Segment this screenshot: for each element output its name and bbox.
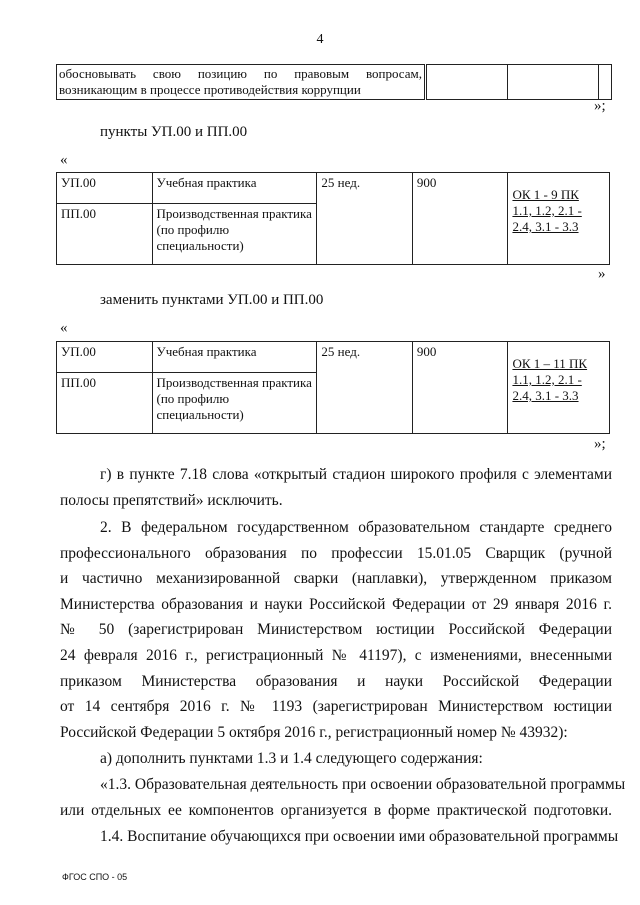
hours-cell: 900 (412, 173, 508, 265)
section2-open-quote: « (60, 320, 68, 336)
section2-close-quote: »; (594, 436, 606, 452)
competency-pk-2: 2.4, 3.1 - 3.3 (512, 388, 579, 403)
paragraph-line: г) в пункте 7.18 слова «открытый стадион широкого профиля с элементами (100, 466, 612, 483)
paragraph-1-3 (60, 772, 626, 823)
paragraph-line: 1.4. Воспитание обучающихся при освоении ими образовательной программы (100, 828, 619, 845)
fragment-line-1 (59, 66, 422, 82)
fragment-close-quote: »; (594, 98, 606, 114)
competencies-cell (508, 342, 610, 434)
fragment-cell (57, 65, 426, 100)
row-code: ПП.00 (57, 373, 153, 434)
hours-cell: 900 (412, 342, 508, 434)
duration-cell: 25 нед. (317, 342, 413, 434)
section1-open-quote: « (60, 152, 68, 168)
empty-cell (507, 65, 599, 100)
fragment-word: свою (152, 66, 181, 81)
row-name: Учебная практика (152, 173, 317, 204)
fragment-table (56, 64, 612, 100)
paragraph-line: Министерства образования и науки Российской Федерации от 29 января 2016 г. (60, 595, 612, 613)
fragment-word: позицию (197, 66, 247, 81)
footer-label: ФГОС СПО - 05 (62, 872, 128, 882)
section2-heading: заменить пунктами УП.00 и ПП.00 (100, 292, 324, 308)
row-name: Учебная практика (152, 342, 317, 373)
paragraph-line: профессионального образования по профессии 15.01.05 Сварщик (ручной (60, 544, 612, 562)
fragment-word: вопросам, (365, 66, 422, 81)
paragraph-line: и частично механизированной сварки (наплавки), утвержденном приказом (60, 570, 612, 588)
section1-table (56, 172, 610, 265)
section2-table (56, 341, 610, 434)
paragraph-line: 24 февраля 2016 г., регистрационный № 41197), с изменениями, внесенными (60, 646, 612, 664)
fragment-word: обосновывать (59, 66, 137, 81)
fragment-word: по (263, 66, 278, 81)
competency-ok: ОК 1 – 11 ПК (512, 356, 588, 371)
paragraph-line: полосы препятствий» исключить. (60, 491, 283, 509)
paragraph-line: а) дополнить пунктами 1.3 и 1.4 следующего содержания: (100, 750, 483, 767)
paragraph-line: «1.3. Образовательная деятельность при освоении образовательной программы (100, 776, 626, 793)
paragraph-line: или отдельных ее компонентов организуется в форме практической подготовки. (60, 801, 612, 819)
paragraph-line: № 50 (зарегистрирован Министерством юстиции Российской Федерации (60, 621, 612, 639)
row-code: УП.00 (57, 342, 153, 373)
paragraph-line: 2. В федеральном государственном образовательном стандарте среднего (100, 519, 612, 536)
paragraph-a (60, 746, 612, 772)
row-name: Производственная практика (по профилю специальности) (152, 204, 317, 265)
row-name: Производственная практика (по профилю специальности) (152, 373, 317, 434)
section1-heading: пункты УП.00 и ПП.00 (100, 124, 248, 140)
competencies-cell (508, 173, 610, 265)
empty-cell (426, 65, 508, 100)
competency-ok: ОК 1 - 9 ПК (512, 187, 579, 202)
competency-pk-2: 2.4, 3.1 - 3.3 (512, 219, 579, 234)
fragment-word: правовым (294, 66, 350, 81)
paragraph-line: от 14 сентября 2016 г. № 1193 (зарегистрирован Министерством юстиции (60, 698, 612, 716)
paragraph-line: приказом Министерства образования и науки Российской Федерации (60, 672, 612, 690)
row-code: УП.00 (57, 173, 153, 204)
paragraph-2 (60, 515, 612, 745)
paragraph-1-4 (60, 824, 619, 850)
fragment-line-2: возникающим в процессе противодействия коррупции (59, 82, 361, 97)
section1-close-quote: » (598, 266, 606, 282)
duration-cell: 25 нед. (317, 173, 413, 265)
empty-cell (599, 65, 612, 100)
competency-pk-1: 1.1, 1.2, 2.1 - (512, 372, 582, 387)
row-code: ПП.00 (57, 204, 153, 265)
paragraph-g (60, 462, 612, 513)
page-number: 4 (316, 32, 324, 47)
paragraph-line: Российской Федерации 5 октября 2016 г., регистрационный номер № 43932): (60, 723, 568, 741)
competency-pk-1: 1.1, 1.2, 2.1 - (512, 203, 582, 218)
